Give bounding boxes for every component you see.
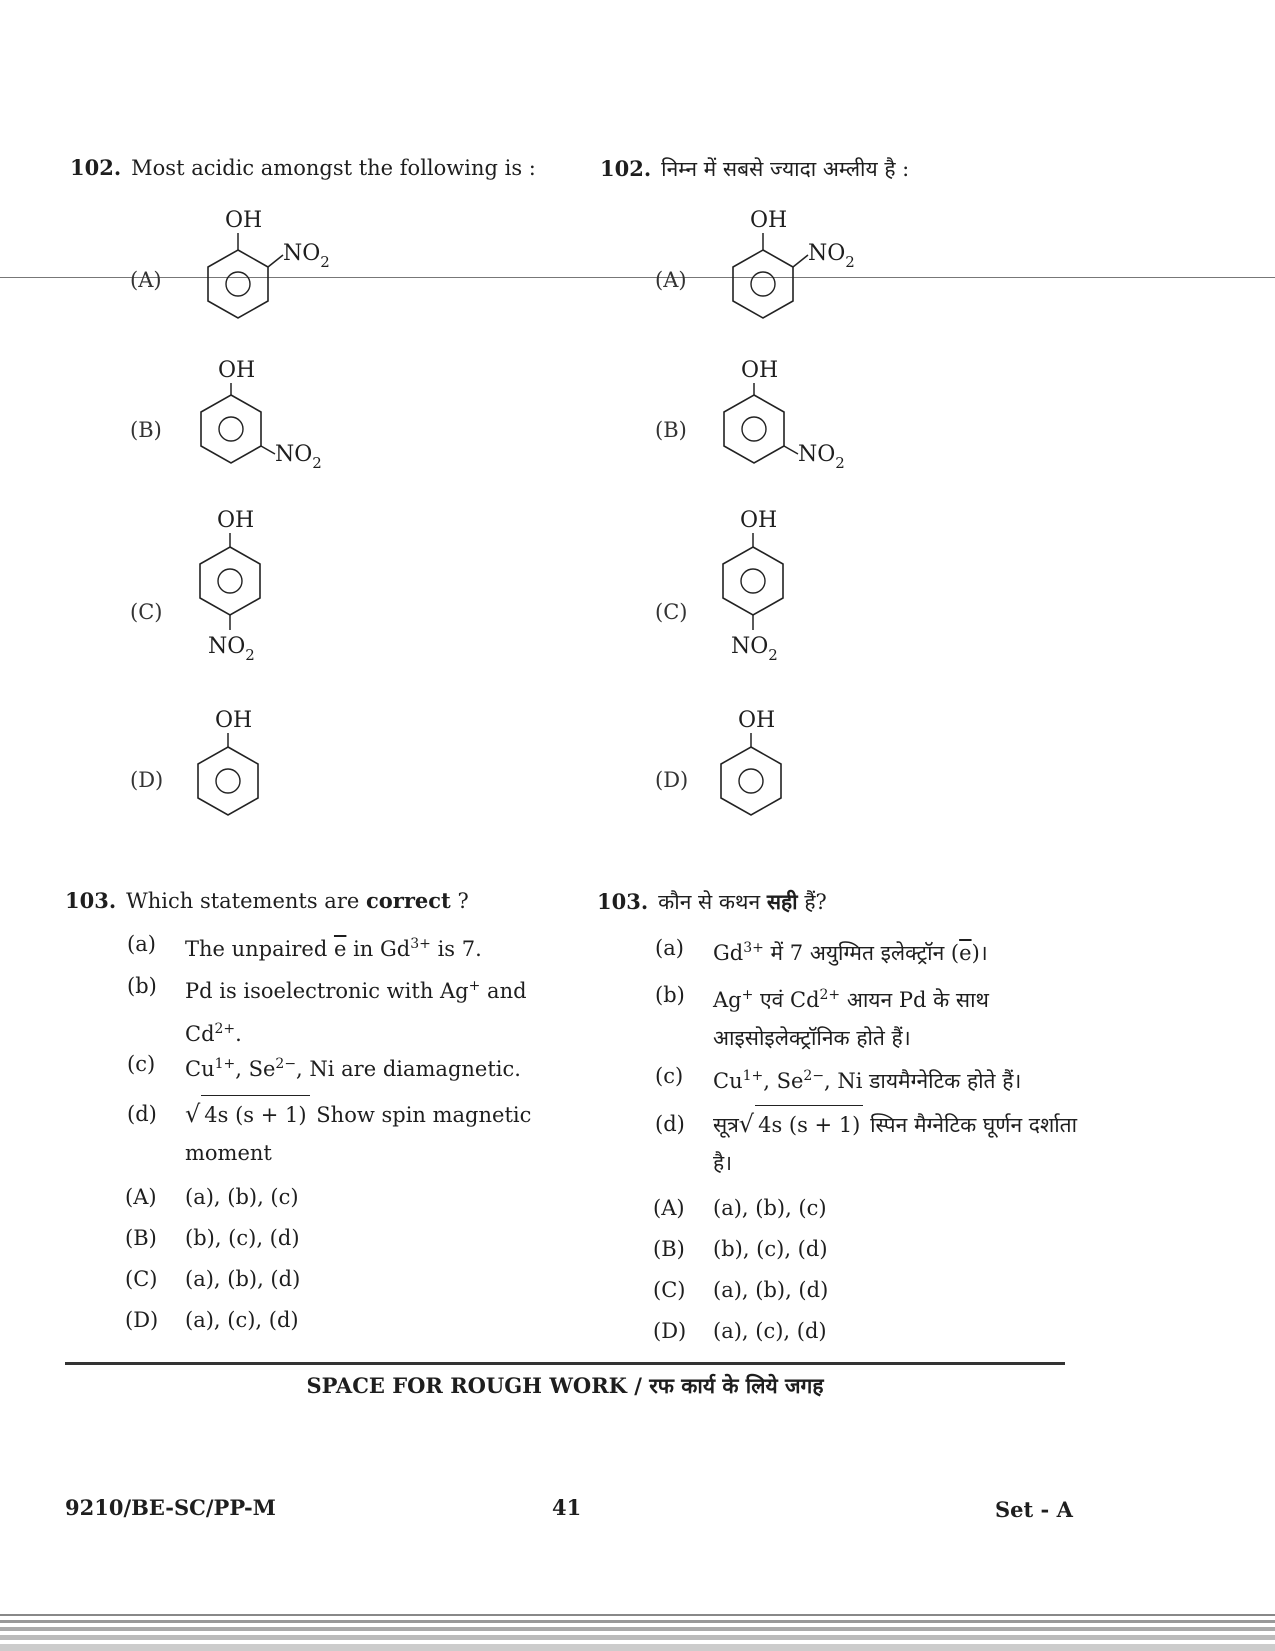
q103-hi-answer-b-value: (b), (c), (d) [713, 1237, 828, 1261]
svg-text:NO2: $NO_2$ [208, 634, 255, 664]
q103-en-d-text: √ 4s (s + 1) Show spin magnetic moment [185, 1095, 565, 1172]
q102-en-option-b-oh: OH [218, 358, 256, 383]
svg-text:NO2: $NO_2$ [731, 634, 778, 664]
q103-en-answer-a-value: (a), (b), (c) [185, 1185, 299, 1209]
q103-en-c-label: (c) [127, 1052, 156, 1076]
q103-en-answer-b-label: (B) [125, 1226, 157, 1250]
q102-hi-option-c-structure [713, 505, 833, 670]
scan-border-2 [0, 1620, 1275, 1623]
svg-text:OH: OH [738, 708, 776, 733]
q103-hi-answer-c-value: (a), (b), (d) [713, 1278, 829, 1302]
q102-en-option-b-no2: NO [275, 442, 313, 467]
q102-en-number: 102. [70, 155, 122, 180]
q103-en-answer-b-value: (b), (c), (d) [185, 1226, 300, 1250]
paper-code: 9210/BE-SC/PP-M [65, 1495, 276, 1520]
q102-en-option-a-oh: OH [225, 208, 263, 233]
rough-work-caption: SPACE FOR ROUGH WORK / रफ कार्य के लिये जगह [306, 1373, 824, 1398]
q103-en-b-text: Pd is isoelectronic with Ag+ and $Cd^{2+}$. [185, 978, 527, 1046]
q103-hi-answer-a-label: (A) [653, 1196, 685, 1220]
q103-hi-number: 103. [597, 889, 649, 914]
q103-en-c-text: $Cu^{1+}$, $Se^{2-}$, Ni are diamagnetic. [185, 1056, 521, 1081]
q102-en-text: Most acidic amongst the following is : [131, 156, 536, 180]
q103-en-answer-a-label: (A) [125, 1185, 157, 1209]
svg-text:OH: OH [740, 508, 778, 533]
q102-hi-heading [600, 155, 909, 183]
scan-border-3 [0, 1627, 1275, 1631]
svg-text:OH: OH [750, 208, 788, 233]
q103-en-a-text: The unpaired $\overline{e}$ in $Gd^{3+}$ is 7. [185, 936, 482, 961]
set-label: Set - A [995, 1497, 1073, 1522]
q102-hi-number: 102. [600, 156, 652, 181]
q103-hi-a-text: $Gd^{3+}$ में 7 अयुग्मित इलेक्ट्रॉन $(\overline{e})।$ [713, 940, 988, 965]
q103-hi-d-label: (d) [655, 1112, 685, 1136]
page-number: 41 [552, 1495, 582, 1520]
q102-en-option-a-no2: NO [283, 241, 321, 266]
q103-hi-c-text: $Cu^{1+}$, $Se^{2-}$, Ni डायमैग्नेटिक होते हैं। [713, 1068, 1022, 1093]
scan-border-5 [0, 1644, 1275, 1651]
q103-en-answer-d-label: (D) [125, 1308, 159, 1332]
q102-hi-option-c-label: (C) [655, 600, 688, 624]
q102-en-option-d-oh: OH [215, 708, 253, 733]
q103-hi-answer-d-label: (D) [653, 1319, 687, 1343]
scan-line [0, 277, 1275, 278]
q102-hi-text: निम्न में सबसे ज्यादा अम्लीय है : [661, 157, 910, 181]
q102-en-option-d-label: (D) [130, 768, 164, 792]
q102-en-heading [70, 155, 536, 180]
q103-hi-answer-a-value: (a), (b), (c) [713, 1196, 827, 1220]
q103-en-heading: 103. Which statements are correct ? [65, 888, 469, 913]
svg-text:OH: OH [741, 358, 779, 383]
q102-hi-option-a-label: (A) [655, 268, 687, 292]
scan-border-1 [0, 1614, 1275, 1616]
q102-hi-option-a-structure [720, 205, 880, 315]
q103-hi-a-label: (a) [655, 936, 684, 960]
q103-hi-heading: 103. कौन से कथन सही हैं? [597, 889, 827, 914]
q102-en-option-c-label: (C) [130, 600, 163, 624]
svg-text:NO2: $NO_2$ [808, 241, 855, 271]
q102-en-option-a-structure [195, 205, 355, 315]
q102-en-option-c-structure [190, 505, 310, 670]
q102-en-option-b-structure [195, 355, 355, 475]
q102-hi-option-b-label: (B) [655, 418, 687, 442]
q103-hi-answer-d-value: (a), (c), (d) [713, 1319, 827, 1343]
q102-en-option-c-oh: OH [217, 508, 255, 533]
q103-hi-b-text: Ag+ एवं $Cd^{2+}$ आयन Pd के साथ आइसोइलेक्ट्रॉनिक होते हैं। [713, 987, 989, 1050]
q103-en-answer-c-value: (a), (b), (d) [185, 1267, 301, 1291]
q103-en-number: 103. [65, 888, 117, 913]
svg-text:NO2: $NO_2$ [283, 241, 330, 271]
scan-border-4 [0, 1635, 1275, 1640]
q103-hi-answer-c-label: (C) [653, 1278, 686, 1302]
q103-en-a-label: (a) [127, 932, 156, 956]
rough-work-divider [65, 1362, 1065, 1365]
q103-en-answer-c-label: (C) [125, 1267, 158, 1291]
q102-en-option-b-label: (B) [130, 418, 162, 442]
q102-en-option-a-label: (A) [130, 268, 162, 292]
svg-text:NO2: $NO_2$ [275, 442, 322, 472]
q103-en-b-label: (b) [127, 974, 157, 998]
q102-en-option-d-structure [185, 705, 305, 825]
svg-text:NO2: $NO_2$ [798, 442, 845, 472]
q103-hi-d-text: सूत्र√ 4s (s + 1) स्पिन मैग्नेटिक घूर्णन दर्शाता है। [713, 1105, 1113, 1182]
q103-hi-answer-b-label: (B) [653, 1237, 685, 1261]
q102-hi-option-d-structure [708, 705, 828, 825]
q102-en-option-c-no2: NO [208, 634, 246, 659]
q102-hi-option-b-structure [718, 355, 878, 475]
q102-hi-option-d-label: (D) [655, 768, 689, 792]
q103-hi-b-label: (b) [655, 983, 685, 1007]
q103-hi-c-label: (c) [655, 1064, 684, 1088]
q103-en-answer-d-value: (a), (c), (d) [185, 1308, 299, 1332]
q103-en-d-label: (d) [127, 1102, 157, 1126]
